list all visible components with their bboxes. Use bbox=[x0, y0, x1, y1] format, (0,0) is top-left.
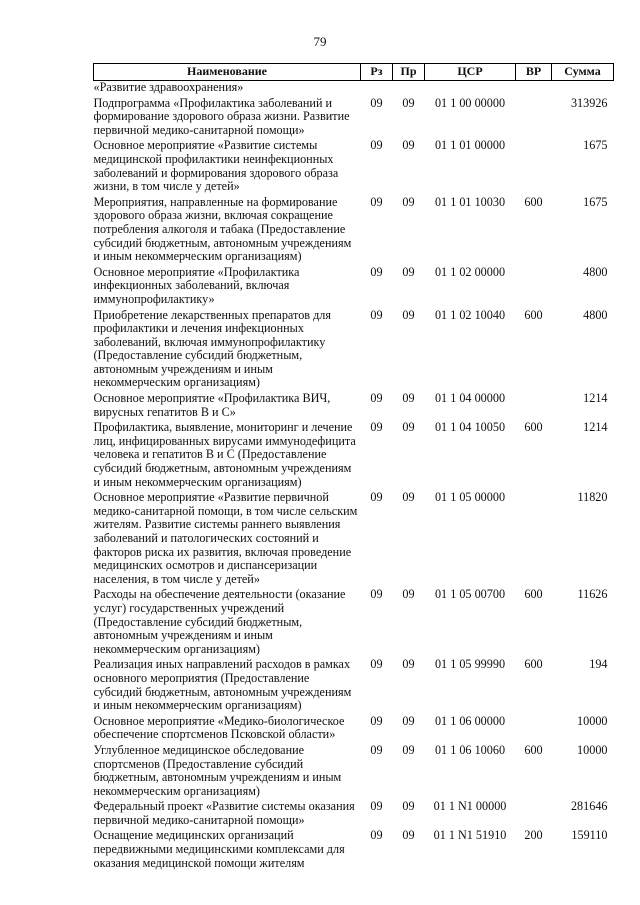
cell-sum: 281646 bbox=[570, 799, 608, 814]
header-name: Наименование bbox=[94, 64, 361, 81]
cell-name: Расходы на обеспечение деятельности (оказание услуг) государственных учреждений (Предоставление субсидий бюджетным, автономным учреждениям и иным некоммерческим организациям) bbox=[93, 587, 346, 656]
table-row bbox=[94, 656, 614, 712]
cell-csr: 01 1 N1 00000 bbox=[433, 799, 507, 814]
cell-csr: 01 1 01 10030 bbox=[434, 194, 506, 209]
table-row bbox=[94, 264, 614, 307]
budget-table-container bbox=[93, 63, 613, 870]
cell-sum: 11820 bbox=[577, 490, 608, 505]
cell-rz: 09 bbox=[370, 194, 383, 209]
budget-table bbox=[93, 63, 614, 870]
cell-vr: 200 bbox=[524, 828, 543, 843]
table-row bbox=[94, 95, 614, 138]
table-row bbox=[94, 798, 614, 827]
page-number: 79 bbox=[313, 34, 327, 49]
cell-pr: 09 bbox=[402, 828, 415, 843]
cell-rz: 09 bbox=[370, 490, 383, 505]
cell-csr: 01 1 04 00000 bbox=[434, 391, 506, 406]
table-row bbox=[94, 390, 614, 419]
cell-name: Основное мероприятие «Развитие системы медицинской профилактики неинфекционных заболеваний и формирования здорового образа жизни, в том числе у детей» bbox=[93, 138, 339, 194]
cell-rz: 09 bbox=[370, 742, 383, 757]
cell-vr: 600 bbox=[524, 194, 543, 209]
cell-name: Профилактика, выявление, мониторинг и лечение лиц, инфицированных вирусами иммунодефицита человека и гепатитов В и С (Предоставление субсидий бюджетным, автономным учреждениям и иным некоммерческим организациям) bbox=[93, 420, 356, 489]
header-rz: Рз bbox=[361, 64, 393, 81]
cell-name: Приобретение лекарственных препаратов для профилактики и лечения инфекционных заболеваний, включая иммунопрофилактику (Предоставление субсидий бюджетным, автономным учреждениям и иным некоммерческим организациям) bbox=[93, 307, 331, 390]
cell-vr bbox=[516, 713, 552, 742]
cell-pr: 09 bbox=[402, 799, 415, 814]
table-row bbox=[94, 742, 614, 798]
table-row bbox=[94, 194, 614, 264]
cell-name: Основное мероприятие «Профилактика инфекционных заболеваний, включая иммунопрофилактику» bbox=[93, 264, 300, 306]
cell-rz: 09 bbox=[370, 799, 383, 814]
cell-pr: 09 bbox=[402, 95, 415, 110]
header-csr: ЦСР bbox=[425, 64, 516, 81]
cell-vr bbox=[516, 81, 552, 95]
cell-name: Федеральный проект «Развитие системы оказания первичной медико-санитарной помощи» bbox=[93, 799, 355, 827]
cell-name: Подпрограмма «Профилактика заболеваний и формирование здорового образа жизни. Развитие первичной медико-санитарной помощи» bbox=[93, 95, 350, 137]
cell-sum: 1675 bbox=[583, 194, 608, 209]
header-vr: ВР bbox=[516, 64, 552, 81]
cell-sum: 4800 bbox=[583, 307, 608, 322]
cell-sum: 10000 bbox=[577, 713, 608, 728]
cell-csr: 01 1 01 00000 bbox=[434, 138, 506, 153]
cell-csr: 01 1 06 00000 bbox=[434, 713, 506, 728]
cell-vr bbox=[516, 798, 552, 827]
cell-vr: 600 bbox=[524, 307, 543, 322]
cell-name: «Развитие здравоохранения» bbox=[93, 80, 244, 94]
cell-csr: 01 1 05 99990 bbox=[434, 657, 506, 672]
cell-vr bbox=[516, 95, 552, 138]
cell-pr: 09 bbox=[402, 490, 415, 505]
cell-vr: 600 bbox=[524, 657, 543, 672]
cell-pr: 09 bbox=[402, 420, 415, 435]
cell-sum: 313926 bbox=[570, 95, 608, 110]
cell-pr: 09 bbox=[402, 587, 415, 602]
cell-pr: 09 bbox=[402, 307, 415, 322]
cell-csr: 01 1 02 00000 bbox=[434, 264, 506, 279]
cell-rz: 09 bbox=[370, 138, 383, 153]
cell-rz: 09 bbox=[370, 307, 383, 322]
cell-name: Основное мероприятие «Профилактика ВИЧ, вирусных гепатитов В и С» bbox=[93, 391, 331, 419]
cell-sum: 4800 bbox=[583, 264, 608, 279]
cell-csr: 01 1 00 00000 bbox=[434, 95, 506, 110]
cell-csr: 01 1 04 10050 bbox=[434, 420, 506, 435]
cell-sum: 159110 bbox=[571, 828, 608, 843]
table-header bbox=[94, 64, 614, 81]
cell-pr: 09 bbox=[402, 657, 415, 672]
cell-sum: 1675 bbox=[583, 138, 608, 153]
table-body bbox=[94, 81, 614, 871]
cell-pr: 09 bbox=[402, 194, 415, 209]
cell-rz: 09 bbox=[370, 420, 383, 435]
cell-pr bbox=[393, 81, 425, 95]
cell-csr: 01 1 N1 51910 bbox=[433, 828, 507, 843]
cell-name: Углубленное медицинское обследование спортсменов (Предоставление субсидий бюджетным, автономным учреждениям и иным некоммерческим организациям) bbox=[93, 742, 342, 798]
cell-rz: 09 bbox=[370, 587, 383, 602]
cell-vr bbox=[516, 264, 552, 307]
cell-sum: 194 bbox=[589, 657, 608, 672]
table-row bbox=[94, 713, 614, 742]
cell-sum: 11626 bbox=[577, 587, 608, 602]
cell-name: Основное мероприятие «Развитие первичной медико-санитарной помощи, в том числе сельским жителям. Развитие системы раннего выявления заболеваний и патологических состояний и факторов риска их развития, включая проведение медицинских осмотров и диспансеризации населения, в том числе у детей» bbox=[93, 490, 358, 586]
header-pr: Пр bbox=[393, 64, 425, 81]
cell-sum: 1214 bbox=[583, 391, 608, 406]
cell-pr: 09 bbox=[402, 138, 415, 153]
cell-sum: 1214 bbox=[583, 420, 608, 435]
cell-rz: 09 bbox=[370, 713, 383, 728]
cell-name: Мероприятия, направленные на формирование здорового образа жизни, включая сокращение потребления алкоголя и табака (Предоставление субсидий бюджетным, автономным учреждениям и иным некоммерческим организациям) bbox=[93, 194, 352, 264]
cell-vr: 600 bbox=[524, 420, 543, 435]
table-row bbox=[94, 137, 614, 193]
cell-rz: 09 bbox=[370, 264, 383, 279]
cell-vr bbox=[516, 137, 552, 193]
cell-pr: 09 bbox=[402, 713, 415, 728]
cell-sum bbox=[552, 81, 614, 95]
cell-rz: 09 bbox=[370, 95, 383, 110]
cell-rz bbox=[361, 81, 393, 95]
cell-rz: 09 bbox=[370, 657, 383, 672]
cell-vr bbox=[516, 390, 552, 419]
table-row bbox=[94, 307, 614, 391]
cell-pr: 09 bbox=[402, 742, 415, 757]
cell-name: Оснащение медицинских организаций передвижными медицинскими комплексами для оказания медицинской помощи жителям bbox=[93, 828, 345, 870]
header-sum: Сумма bbox=[552, 64, 614, 81]
table-row bbox=[94, 489, 614, 586]
cell-sum: 10000 bbox=[577, 742, 608, 757]
cell-pr: 09 bbox=[402, 391, 415, 406]
cell-name: Реализация иных направлений расходов в рамках основного мероприятия (Предоставление субсидий бюджетным, автономным учреждениям и иным некоммерческим организациям) bbox=[93, 657, 352, 713]
cell-rz: 09 bbox=[370, 391, 383, 406]
table-row bbox=[94, 81, 614, 95]
cell-csr: 01 1 05 00700 bbox=[434, 587, 506, 602]
cell-vr: 600 bbox=[524, 587, 543, 602]
table-header-row bbox=[94, 64, 614, 81]
cell-rz: 09 bbox=[370, 828, 383, 843]
cell-csr: 01 1 06 10060 bbox=[434, 742, 506, 757]
table-row bbox=[94, 586, 614, 656]
cell-csr: 01 1 02 10040 bbox=[434, 307, 506, 322]
table-row bbox=[94, 419, 614, 489]
cell-csr bbox=[425, 81, 516, 95]
cell-vr bbox=[516, 489, 552, 586]
table-row bbox=[94, 827, 614, 870]
cell-pr: 09 bbox=[402, 264, 415, 279]
cell-vr: 600 bbox=[524, 742, 543, 757]
cell-csr: 01 1 05 00000 bbox=[434, 490, 506, 505]
cell-name: Основное мероприятие «Медико-биологическое обеспечение спортсменов Псковской области» bbox=[93, 713, 345, 742]
